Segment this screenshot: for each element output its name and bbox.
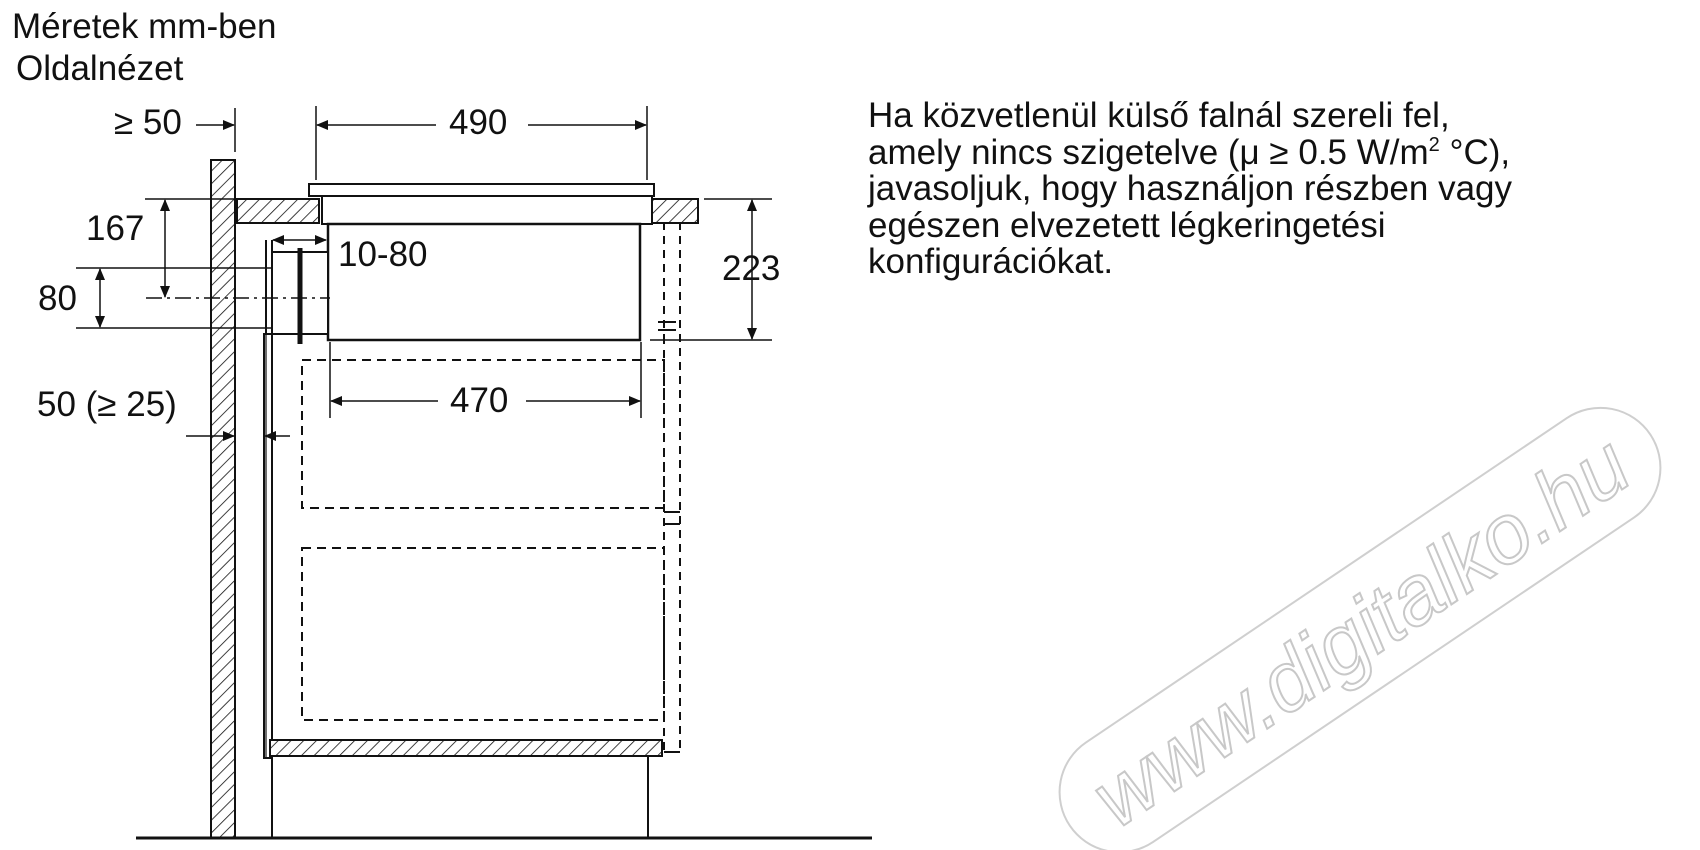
drawer-lower (302, 548, 664, 720)
note-superscript: 2 (1428, 133, 1440, 156)
dim-duct-gap: 10-80 (338, 235, 428, 274)
installation-note (868, 98, 1512, 281)
dim-rear-gap: 50 (≥ 25) (37, 385, 177, 424)
cabinet-base (270, 740, 662, 756)
note-unit-suffix: °C), (1439, 132, 1511, 172)
cabinet-rear-panel (264, 334, 272, 758)
dim-height-167: 167 (86, 209, 145, 248)
note-line-1: Ha közvetlenül külső falnál szereli fel, (868, 96, 1450, 135)
note-line-4: egészen elvezetett légkeringetési (868, 205, 1386, 245)
dim-total-height: 223 (722, 249, 781, 288)
hob-glass (309, 184, 654, 196)
note-line-2-text: amely nincs szigetelve (μ ≥ 0.5 W/m (868, 132, 1429, 172)
header-units: Méretek mm-ben (12, 7, 277, 46)
dim-hob-width: 490 (449, 103, 508, 142)
dim-duct-height: 80 (38, 279, 77, 318)
worktop-right (648, 199, 698, 223)
dim-wall-gap: ≥ 50 (114, 103, 182, 142)
header-view: Oldalnézet (16, 49, 184, 88)
note-line-5: konfigurációkat. (868, 242, 1114, 281)
note-line-2 (868, 132, 1512, 172)
wall (211, 160, 235, 838)
watermark-text: www.digitalko.hu (1074, 416, 1647, 845)
worktop-left (237, 199, 319, 223)
note-line-3: javasoljuk, hogy használjon részben vagy (868, 169, 1512, 208)
dim-inner-width: 470 (450, 381, 509, 420)
hob-frame (322, 196, 652, 224)
